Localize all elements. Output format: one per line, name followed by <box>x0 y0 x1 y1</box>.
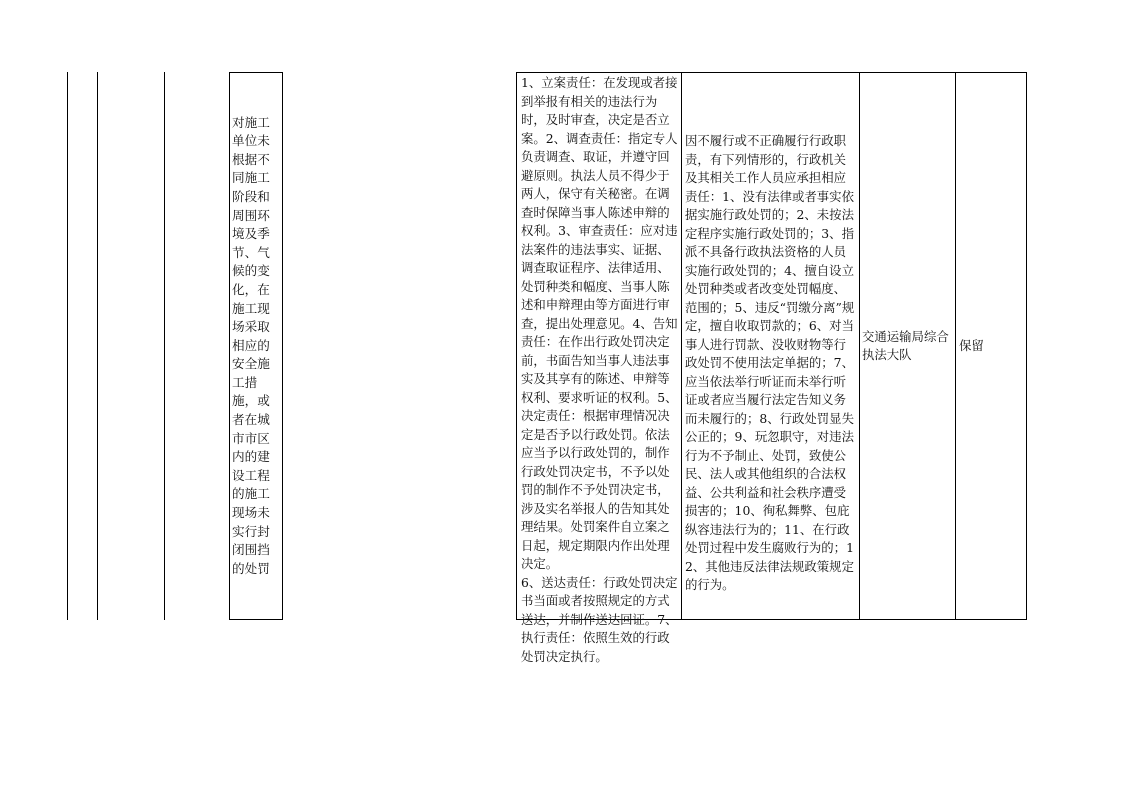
blank-cell <box>283 72 516 620</box>
responsibilities-text-part-2: 6、送达责任：行政处罚决定书当面或者按照规定的方式送达，并制作送达回证。7、执行责任：依照生效的行政处罚决定执行。 <box>521 574 678 664</box>
department-cell <box>859 72 956 620</box>
liability-text: 因不履行或不正确履行行政职责，有下列情形的，行政机关及其相关工作人员应承担相应责任：1、没有法律或者事实依据实施行政处罚的；2、未按法定程序实施行政处罚的；3、指派不具备行政执法资格的人员实施行政处罚的；4、擅自设立处罚种类或者改变处罚幅度、范围的；5、违反“罚缴分离”规定，擅自收取罚款的；6、对当事人进行罚款、没收财物等行政处罚不使用法定单据的；7、应当依法举行听证而未举行听证或者应当履行法定告知义务而未履行的；8、行政处罚显失公正的；9、玩忽职守，对违法行为不予制止、处罚，致使公民、法人或其他组织的合法权益、公共利益和社会秩序遭受损害的；10、徇私舞弊、包庇纵容违法行为的；11、在行政处罚过程中发生腐败行为的；12、其他违反法律法规政策规定的行为。 <box>685 133 855 592</box>
column-border-1 <box>67 72 68 620</box>
column-border-2 <box>97 72 98 620</box>
status-cell <box>955 72 1027 620</box>
item-name-text: 对施工单位未根据不同施工阶段和周围环境及季节、气候的变化，在施工现场采取相应的安全施工措施，或者在城市市区内的建设工程的施工现场未实行封闭围挡的处罚 <box>232 114 270 576</box>
item-name-cell <box>229 72 283 620</box>
liability-cell <box>681 72 860 620</box>
column-border-3 <box>164 72 165 620</box>
responsibilities-cell <box>516 72 682 664</box>
status-text: 保留 <box>959 337 984 353</box>
responsibilities-text-part-1: 1、立案责任：在发现或者接到举报有相关的违法行为时，及时审查，决定是否立案。2、调查责任：指定专人负责调查、取证，并遵守回避原则。执法人员不得少于两人，保守有关秘密。在调查时保障当事人陈述申辩的权利。3、审查责任：应对违法案件的违法事实、证据、调查取证程序、法律适用、处罚种类和幅度、当事人陈述和申辩理由等方面进行审查，提出处理意见。4、告知责任：在作出行政处罚决定前，书面告知当事人违法事实及其享有的陈述、申辩等权利、要求听证的权利。5、决定责任：根据审理情况决定是否予以行政处罚。依法应当予以行政处罚的，制作行政处罚决定书，不予以处罚的制作不予处罚决定书，涉及实名举报人的告知其处理结果。处罚案件自立案之日起，规定期限内作出处理决定。 <box>521 75 678 571</box>
department-text: 交通运输局综合执法大队 <box>862 328 949 362</box>
